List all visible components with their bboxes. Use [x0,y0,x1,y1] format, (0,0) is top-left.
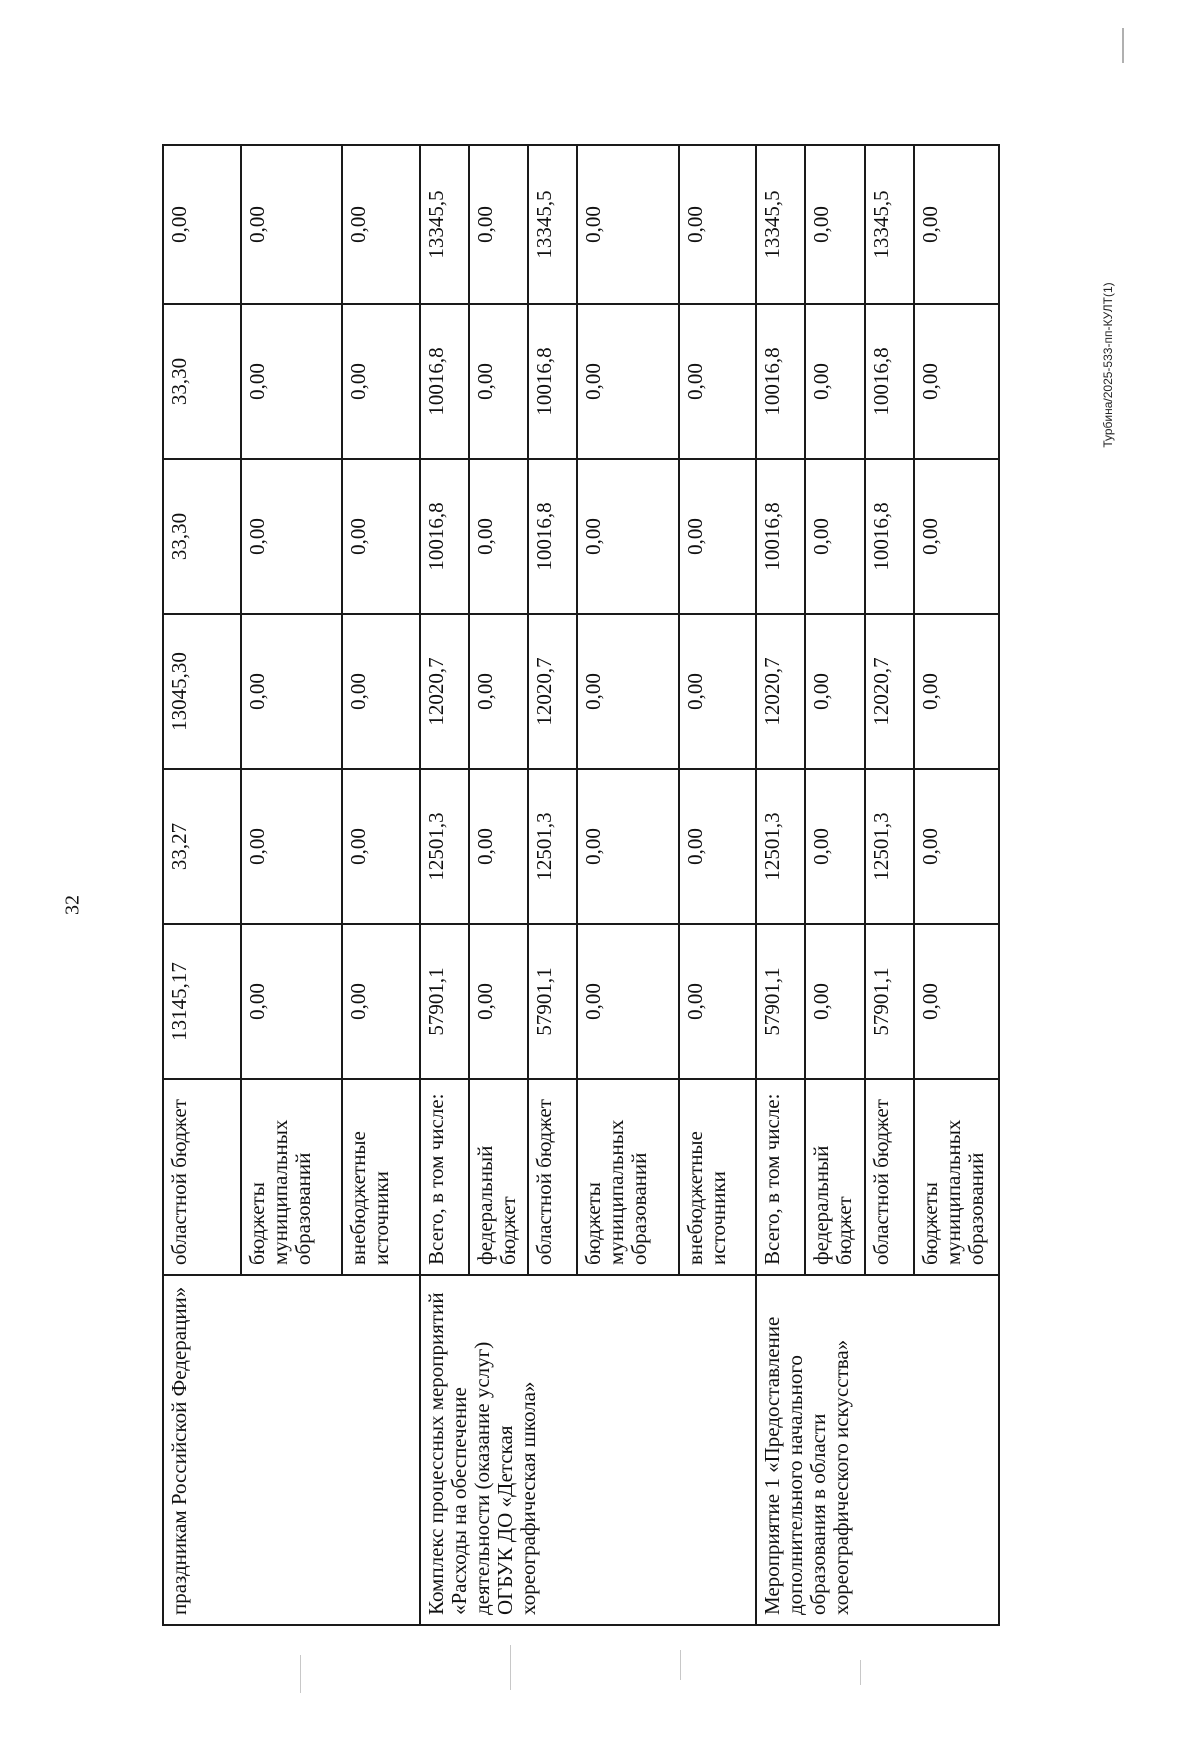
amount-cell: 0,00 [342,614,420,769]
amount-cell: 0,00 [577,769,679,924]
amount-cell: 13345,5 [756,145,805,304]
amount-cell: 13345,5 [420,145,469,304]
amount-cell: 0,00 [342,304,420,459]
amount-cell: 0,00 [342,769,420,924]
funding-source-cell: федеральный бюджет [469,1079,529,1275]
amount-cell: 12020,7 [420,614,469,769]
amount-cell: 0,00 [805,459,865,614]
amount-cell: 10016,8 [420,304,469,459]
amount-cell: 10016,8 [756,459,805,614]
table-row [756,145,805,1625]
funding-table-container [162,146,1000,1626]
amount-cell: 0,00 [469,769,529,924]
amount-cell: 0,00 [805,769,865,924]
amount-cell: 0,00 [679,614,757,769]
amount-cell: 0,00 [469,614,529,769]
amount-cell: 0,00 [241,459,343,614]
amount-cell: 0,00 [679,924,757,1079]
table-row [420,145,469,1625]
amount-cell: 12501,3 [865,769,914,924]
amount-cell: 0,00 [469,924,529,1079]
amount-cell: 0,00 [805,614,865,769]
scan-mark [300,1655,301,1693]
funding-source-cell: областной бюджет [528,1079,577,1275]
amount-cell: 57901,1 [756,924,805,1079]
amount-cell: 33,30 [163,304,241,459]
amount-cell: 57901,1 [420,924,469,1079]
amount-cell: 57901,1 [528,924,577,1079]
amount-cell: 10016,8 [420,459,469,614]
amount-cell: 0,00 [914,614,999,769]
table-row [163,145,241,1625]
amount-cell: 13145,17 [163,924,241,1079]
amount-cell: 0,00 [577,924,679,1079]
amount-cell: 0,00 [679,459,757,614]
funding-source-cell: федеральный бюджет [805,1079,865,1275]
amount-cell: 0,00 [805,924,865,1079]
amount-cell: 0,00 [679,769,757,924]
amount-cell: 0,00 [679,145,757,304]
amount-cell: 12020,7 [528,614,577,769]
scan-mark [510,1645,511,1690]
amount-cell: 0,00 [577,614,679,769]
amount-cell: 12501,3 [528,769,577,924]
amount-cell: 13045,30 [163,614,241,769]
scan-mark [1122,28,1124,63]
amount-cell: 0,00 [241,769,343,924]
amount-cell: 0,00 [914,145,999,304]
item-name-cell: праздникам Российской Федерации» [163,1275,420,1625]
document-code: Турбина/2025-533-пп-КУЛТ(1) [1101,282,1115,448]
amount-cell: 0,00 [679,304,757,459]
funding-table [162,144,1000,1626]
amount-cell: 10016,8 [528,304,577,459]
amount-cell: 12501,3 [420,769,469,924]
amount-cell: 10016,8 [528,459,577,614]
amount-cell: 13345,5 [865,145,914,304]
amount-cell: 0,00 [342,145,420,304]
amount-cell: 57901,1 [865,924,914,1079]
amount-cell: 0,00 [469,145,529,304]
amount-cell: 0,00 [805,304,865,459]
amount-cell: 0,00 [914,769,999,924]
amount-cell: 0,00 [469,459,529,614]
amount-cell: 12501,3 [756,769,805,924]
amount-cell: 0,00 [914,459,999,614]
amount-cell: 0,00 [241,614,343,769]
amount-cell: 0,00 [163,145,241,304]
funding-source-cell: внебюджетные источники [342,1079,420,1275]
amount-cell: 12020,7 [865,614,914,769]
page-number: 32 [61,895,84,915]
amount-cell: 0,00 [914,304,999,459]
funding-source-cell: областной бюджет [865,1079,914,1275]
amount-cell: 0,00 [805,145,865,304]
amount-cell: 0,00 [577,304,679,459]
funding-source-cell: бюджеты муниципальных образований [577,1079,679,1275]
item-name-cell: Мероприятие 1 «Предоставление дополнительного начального образования в области хореографического искусства» [756,1275,999,1625]
funding-source-cell: бюджеты муниципальных образований [914,1079,999,1275]
amount-cell: 0,00 [241,304,343,459]
amount-cell: 0,00 [577,459,679,614]
funding-source-cell: Всего, в том числе: [756,1079,805,1275]
funding-table-body [163,145,999,1625]
amount-cell: 0,00 [469,304,529,459]
amount-cell: 0,00 [241,924,343,1079]
funding-source-cell: областной бюджет [163,1079,241,1275]
amount-cell: 10016,8 [865,304,914,459]
funding-source-cell: внебюджетные источники [679,1079,757,1275]
amount-cell: 10016,8 [865,459,914,614]
amount-cell: 33,27 [163,769,241,924]
amount-cell: 33,30 [163,459,241,614]
item-name-cell: Комплекс процессных мероприятий «Расходы на обеспечение деятельности (оказание услуг) ОГБУК ДО «Детская хореографическая школа» [420,1275,757,1625]
scan-mark [860,1660,861,1685]
amount-cell: 0,00 [914,924,999,1079]
scan-mark [680,1650,681,1680]
amount-cell: 0,00 [342,924,420,1079]
amount-cell: 0,00 [241,145,343,304]
amount-cell: 0,00 [577,145,679,304]
funding-source-cell: бюджеты муниципальных образований [241,1079,343,1275]
amount-cell: 13345,5 [528,145,577,304]
amount-cell: 10016,8 [756,304,805,459]
amount-cell: 12020,7 [756,614,805,769]
amount-cell: 0,00 [342,459,420,614]
funding-source-cell: Всего, в том числе: [420,1079,469,1275]
